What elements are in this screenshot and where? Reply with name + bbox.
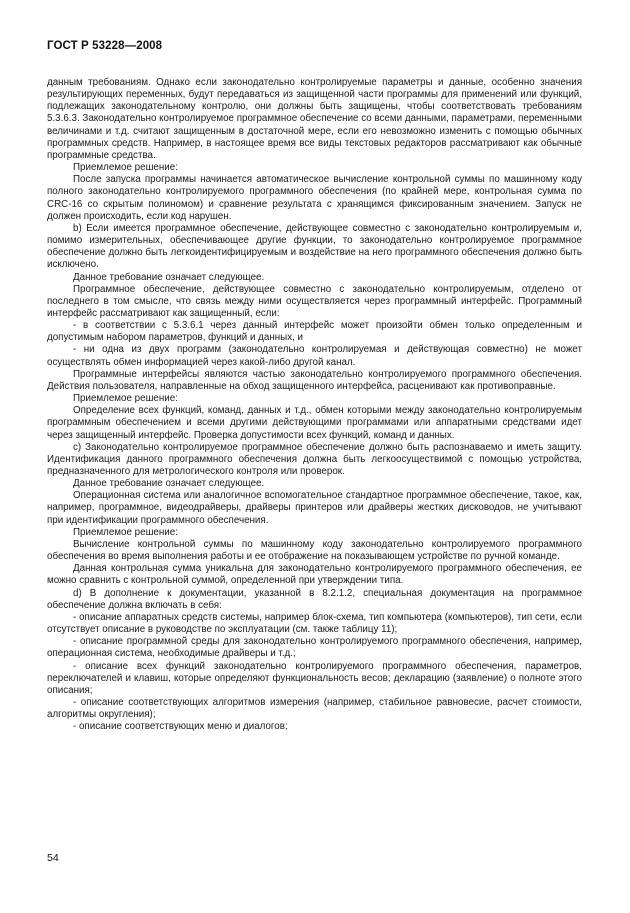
paragraph: - описание всех функций законодательно контролируемого программного обеспечения, параметров, переключателей и клавиш, которые определяют функциональность весов; декларацию (заявление) о полноте этого описания; (47, 660, 582, 696)
paragraph: - описание соответствующих алгоритмов измерения (например, стабильное равновесие, расчет стоимости, алгоритмы округления); (47, 696, 582, 721)
paragraph: Приемлемое решение: (73, 393, 178, 405)
paragraph: - описание аппаратных средств системы, например блок-схема, тип компьютера (компьютеров), тип сети, если отсутствует описание в руководстве по эксплуатации (см. также таблицу 11); (47, 611, 582, 636)
paragraph: После запуска программы начинается автоматическое вычисление контрольной суммы по машинному коду полного законодательно контролируемого программного обеспечения (по крайней мере, контрольная сумма по CRC-16 со скрытым полиномом) и сравнение результата с хранящимся фиксированным значением. Запуск не должен происходить, если код нарушен. (47, 174, 582, 222)
document-body (47, 77, 582, 733)
paragraph: d) В дополнение к документации, указанной в 8.2.1.2, специальная документация на программное обеспечение должна включать в себя: (47, 587, 582, 611)
paragraph: Определение всех функций, команд, данных и т.д., обмен которыми между законодательно контролируемым программным обеспечением и всеми другими действующими программами или аппаратными средствами идет через защищенный интерфейс. Проверка допустимости всех функций, команд и данных. (47, 405, 582, 441)
paragraph: данным требованиям. Однако если законодательно контролируемые параметры и данные, особенно значения результирующих переменных, будут передаваться из защищенной части программы для применений или функций, подлежащих законодательному контролю, они должны быть защищены, чтобы соответствовать требованиям 5.3.6.3. Законодательно контролируемое программное обеспечение со всеми данными, параметрами, переменными величинами и т.д. считают защищенным в достаточной мере, если его невозможно изменить с помощью обычных программных средств. Например, в настоящее время все виды текстовых редакторов рассматривают как обычные программные средства. (47, 77, 582, 161)
paragraph: - описание программной среды для законодательно контролируемого программного обеспечения, например, операционная система, необходимые драйверы и т.д.; (47, 636, 582, 660)
paragraph: Программное обеспечение, действующее совместно с законодательно контролируемым, отделено от последнего в том смысле, что связь между ними осуществляется через программный интерфейс. Программный интерфейс рассматривают как защищенный, если: (47, 283, 582, 319)
page-number: 54 (47, 852, 59, 864)
paragraph: Данное требование означает следующее. (73, 478, 265, 490)
paragraph: Вычисление контрольной суммы по машинному коду законодательно контролируемого программного обеспечения во время выполнения работы и ее отображение на показывающем устройстве по ручной команде. (47, 538, 582, 563)
document-header: ГОСТ Р 53228—2008 (47, 40, 163, 52)
paragraph: Данное требование означает следующее. (73, 271, 265, 283)
paragraph: b) Если имеется программное обеспечение, действующее совместно с законодательно контролируемым и, помимо измерительных, обеспечивающее другие функции, то законодательно контролируемое программное обеспечение должно быть легкоидентифицируемым и воздействие на него программного обеспечения должно быть исключено. (47, 222, 582, 271)
paragraph: Данная контрольная сумма уникальна для законодательно контролируемого программного обеспечения, ее можно сравнить с контрольной суммой, определенной при утверждении типа. (47, 563, 582, 587)
paragraph: - ни одна из двух программ (законодательно контролируемая и действующая совместно) не может осуществлять обмен информацией через какой-либо другой канал. (47, 344, 582, 368)
paragraph: c) Законодательно контролируемое программное обеспечение должно быть распознаваемо и иметь защиту. Идентификация данного программного обеспечения должна быть легкоосуществимой с помощью устройства, предназначенного для метрологического контроля или проверок. (47, 441, 582, 477)
paragraph: Приемлемое решение: (73, 526, 178, 538)
paragraph: Приемлемое решение: (73, 162, 178, 174)
paragraph: Операционная система или аналогичное вспомогательное стандартное программное обеспечение, такое, как, например, программное, видеодрайверы, драйверы принтеров или драйверы жестких дисководов, не учитывают при идентификации программного обеспечения. (47, 490, 582, 526)
paragraph: - описание соответствующих меню и диалогов; (73, 721, 288, 733)
paragraph: Программные интерфейсы являются частью законодательно контролируемого программного обеспечения. Действия пользователя, направленные на обход защищенного интерфейса, расценивают как противоправные. (47, 368, 582, 392)
paragraph: - в соответствии с 5.3.6.1 через данный интерфейс может произойти обмен только определенным и допустимым набором параметров, функций и данных, и (47, 320, 582, 344)
